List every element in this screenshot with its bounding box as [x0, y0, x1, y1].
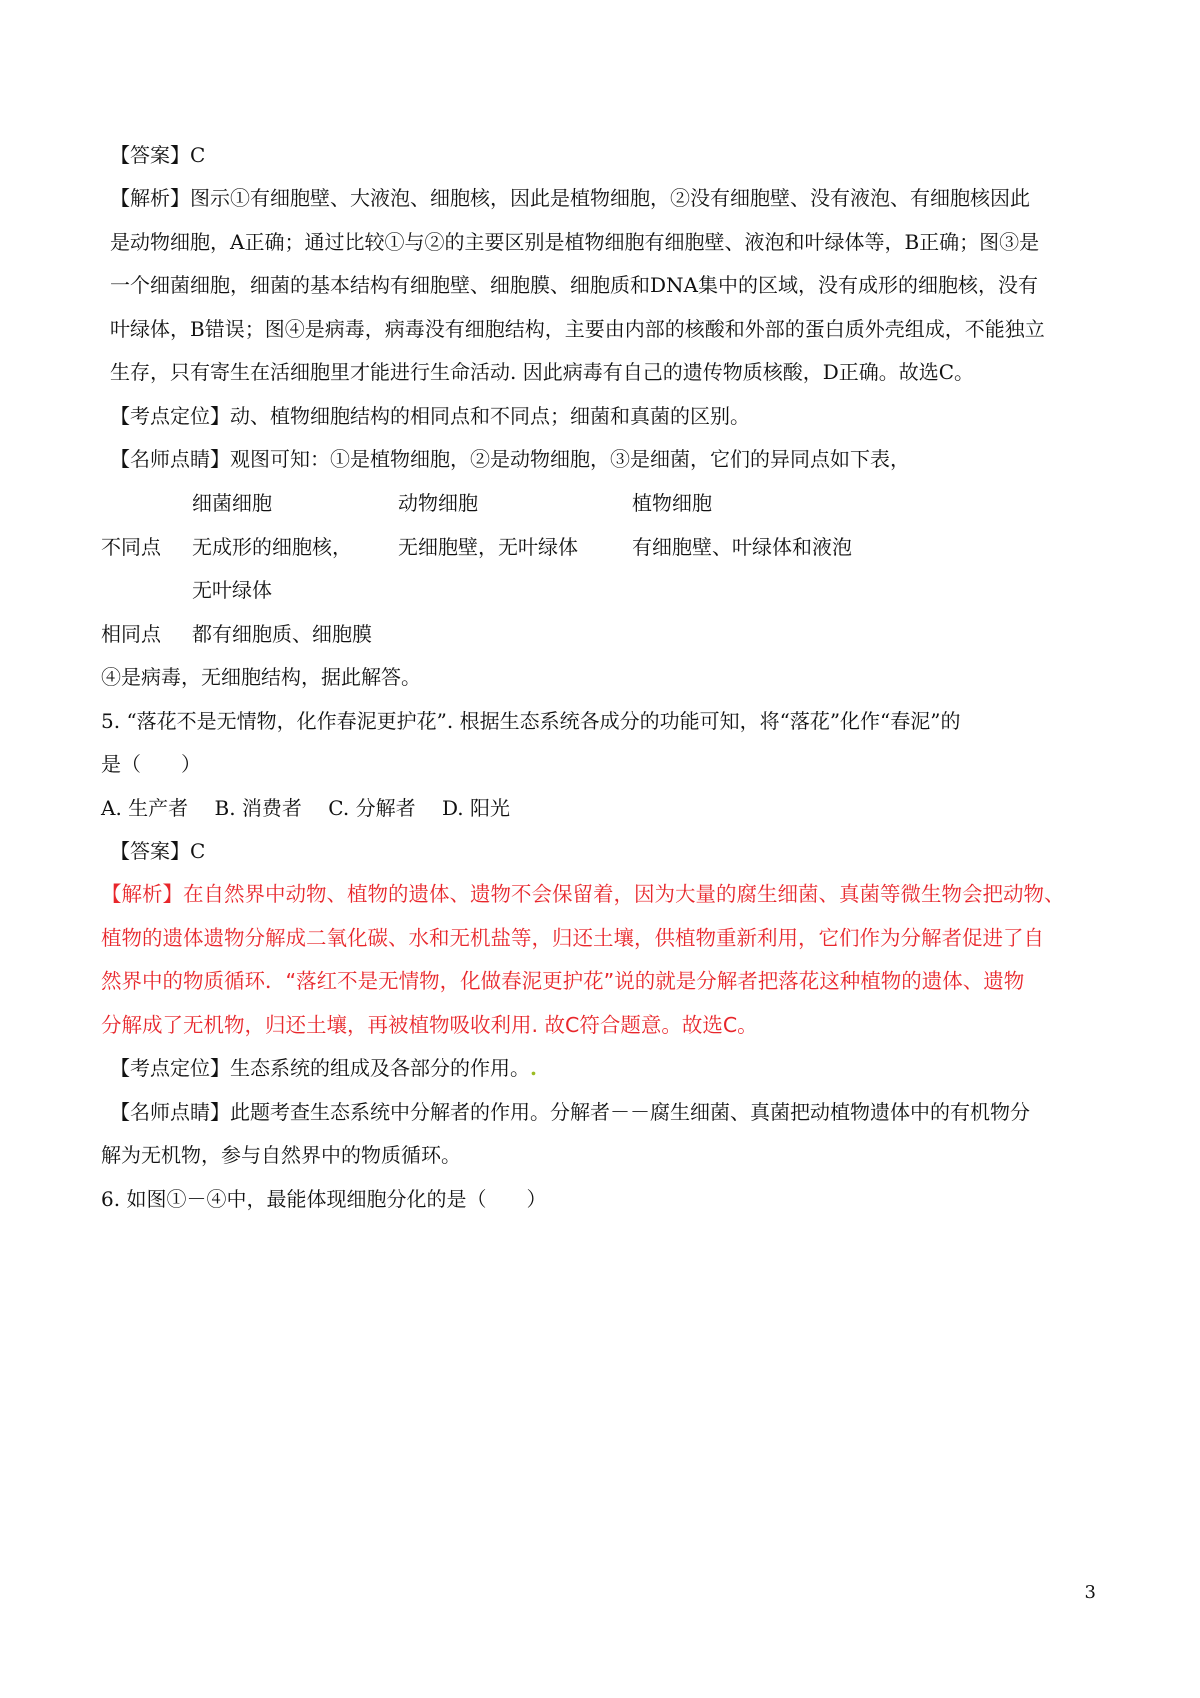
- question-options: A. 生产者 B. 消费者 C. 分解者 D. 阳光: [101, 796, 510, 820]
- table-cell: 无叶绿体: [192, 578, 272, 602]
- kaodian-text: 【考点定位】生态系统的组成及各部分的作用。: [110, 1056, 530, 1080]
- analysis-red-line: 分解成了无机物，归还土壤，再被植物吸收利用. 故C符合题意。故选C。: [101, 1013, 758, 1037]
- mingshi-line: 【名师点睛】观图可知：①是植物细胞，②是动物细胞，③是细菌，它们的异同点如下表，: [110, 447, 910, 471]
- kaodian-line: [110, 1054, 537, 1082]
- table-row-label: 相同点: [101, 622, 161, 646]
- mingshi-line: 解为无机物，参与自然界中的物质循环。: [101, 1143, 461, 1167]
- question-stem: 5. “落花不是无情物，化作春泥更护花”. 根据生态系统各成分的功能可知，将“落花”化作“春泥”的: [101, 709, 961, 733]
- tail-line: ④是病毒，无细胞结构，据此解答。: [101, 665, 421, 689]
- analysis-line: 一个细菌细胞，细菌的基本结构有细胞壁、细胞膜、细胞质和DNA集中的区域，没有成形的细胞核，没有: [110, 273, 1038, 297]
- table-cell: 有细胞壁、叶绿体和液泡: [632, 535, 852, 559]
- analysis-red-line: 然界中的物质循环．“落红不是无情物，化做春泥更护花”说的就是分解者把落花这种植物的遗体、遗物: [101, 969, 1025, 993]
- table-cell: 无细胞壁，无叶绿体: [398, 535, 578, 559]
- mingshi-line: 【名师点睛】此题考查生态系统中分解者的作用。分解者－－腐生细菌、真菌把动植物遗体中的有机物分: [110, 1100, 1030, 1124]
- table-row-label: 不同点: [101, 535, 161, 559]
- mark-dot: .: [530, 1056, 537, 1080]
- answer-line: 【答案】C: [110, 839, 206, 863]
- table-cell: 都有细胞质、细胞膜: [192, 622, 372, 646]
- analysis-line: 生存，只有寄生在活细胞里才能进行生命活动. 因此病毒有自己的遗传物质核酸，D正确。故选C。: [110, 360, 975, 384]
- analysis-red-line: 【解析】在自然界中动物、植物的遗体、遗物不会保留着，因为大量的腐生细菌、真菌等微生物会把动物、: [101, 882, 1065, 906]
- page-number: 3: [1084, 1582, 1096, 1603]
- question-stem: 6. 如图①－④中，最能体现细胞分化的是（ ）: [101, 1187, 547, 1211]
- table-header: 动物细胞: [398, 491, 478, 515]
- analysis-red-line: 植物的遗体遗物分解成二氧化碳、水和无机盐等，归还土壤，供植物重新利用，它们作为分解者促进了自: [101, 926, 1044, 950]
- answer-line: 【答案】C: [110, 143, 206, 167]
- analysis-line: 叶绿体，B错误；图④是病毒，病毒没有细胞结构，主要由内部的核酸和外部的蛋白质外壳组成，不能独立: [110, 317, 1045, 341]
- kaodian-line: 【考点定位】动、植物细胞结构的相同点和不同点；细菌和真菌的区别。: [110, 404, 750, 428]
- analysis-line: 【解析】图示①有细胞壁、大液泡、细胞核，因此是植物细胞，②没有细胞壁、没有液泡、有细胞核因此: [110, 186, 1030, 210]
- analysis-line: 是动物细胞，A正确；通过比较①与②的主要区别是植物细胞有细胞壁、液泡和叶绿体等，B正确；图③是: [110, 230, 1040, 254]
- table-cell: 无成形的细胞核，: [192, 535, 352, 559]
- question-stem: 是（ ）: [101, 752, 201, 776]
- table-header: 细菌细胞: [192, 491, 272, 515]
- table-header: 植物细胞: [632, 491, 712, 515]
